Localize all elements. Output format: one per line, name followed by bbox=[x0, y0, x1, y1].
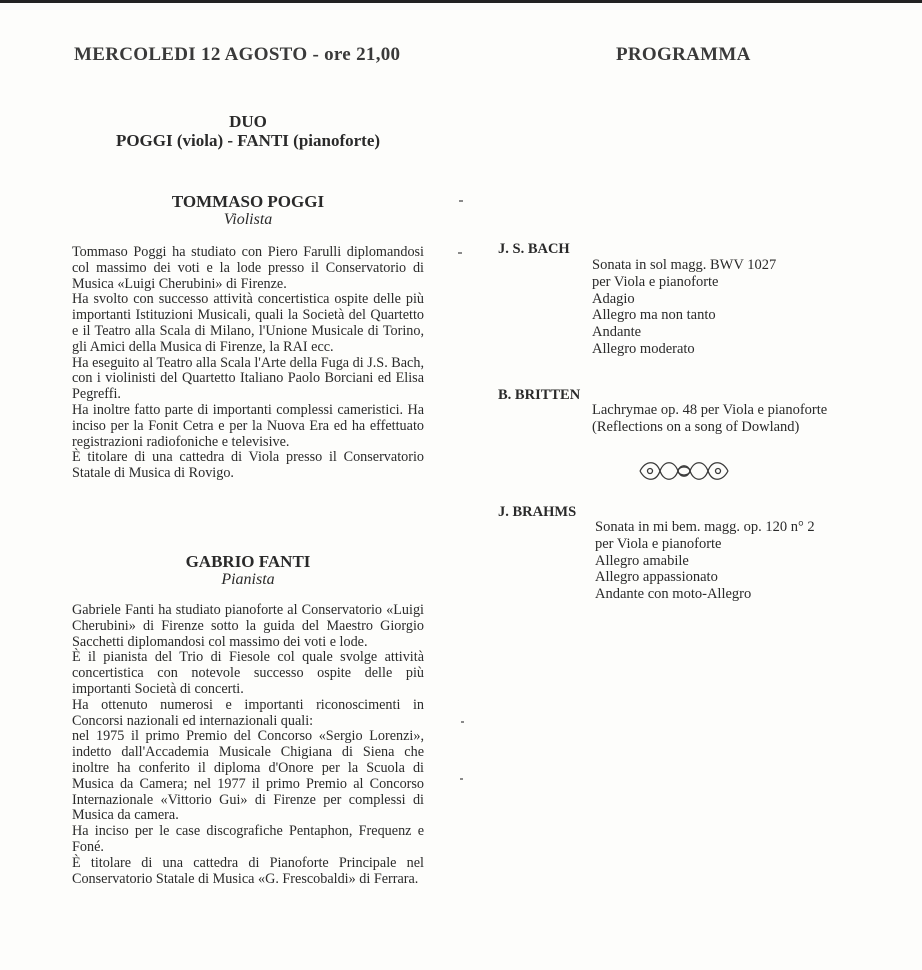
fold-speck bbox=[458, 252, 462, 254]
work-line: (Reflections on a song of Dowland) bbox=[592, 418, 800, 435]
bio-paragraph: nel 1975 il primo Premio del Concorso «Sergio Lorenzi», indetto dall'Accademia Musicale Chigiana di Siena che inoltre ha conferito il diploma d'Onore per la Scuola di Musica da Camera; nel 1977 il primo Premio al Concorso Internazionale «Vittorio Gui» di Firenze per complessi di Musica da camera. bbox=[72, 728, 424, 824]
work-line: per Viola e pianoforte bbox=[592, 273, 719, 290]
work-line: Andante bbox=[592, 324, 642, 341]
composer-bach: J. S. BACH bbox=[498, 241, 570, 257]
work-line: Allegro ma non tanto bbox=[592, 307, 716, 324]
bio-paragraph: Ha inciso per le case discografiche Pentaphon, Frequenz e Foné. bbox=[72, 823, 424, 855]
fold-speck bbox=[461, 721, 464, 723]
performer2-name: GABRIO FANTI bbox=[185, 552, 311, 571]
work-line: Allegro moderato bbox=[592, 340, 695, 357]
bach-works bbox=[592, 257, 776, 358]
fold-speck bbox=[460, 778, 463, 780]
composer-brahms: J. BRAHMS bbox=[498, 504, 577, 520]
bio-paragraph: Ha ottenuto numerosi e importanti riconoscimenti in Concorsi nazionali ed internazionali quali: bbox=[72, 696, 424, 729]
date-heading: MERCOLEDI 12 AGOSTO - ore 21,00 bbox=[74, 44, 401, 65]
duo-subtitle: POGGI (viola) - FANTI (pianoforte) bbox=[115, 131, 381, 150]
work-line: Lachrymae op. 48 per Viola e pianoforte bbox=[592, 402, 828, 418]
bio-paragraph: Ha eseguito al Teatro alla Scala l'Arte della Fuga di J.S. Bach, con i violinisti del Quartetto Italiano Paolo Borciani ed Elisa Pegreffi. bbox=[72, 354, 424, 403]
work-line: per Viola e pianoforte bbox=[595, 535, 722, 552]
britten-works bbox=[592, 402, 827, 436]
bio-paragraph: È titolare di una cattedra di Pianoforte Principale nel Conservatorio Statale di Musica «G. Frescobaldi» di Ferrara. bbox=[72, 854, 424, 887]
performer2-heading bbox=[72, 552, 424, 589]
performer1-bio bbox=[72, 245, 424, 482]
bio-paragraph: Gabriele Fanti ha studiato pianoforte al Conservatorio «Luigi Cherubini» di Firenze sotto la guida del Maestro Giorgio Sacchetti diplomandosi col massimo dei voti e lode. bbox=[72, 602, 424, 650]
duo-title: DUO bbox=[229, 112, 267, 131]
bio-paragraph: È titolare di una cattedra di Viola presso il Conservatorio Statale di Musica di Rovigo. bbox=[72, 449, 424, 482]
performer1-heading bbox=[72, 192, 424, 229]
work-line: Sonata in mi bem. magg. op. 120 n° 2 bbox=[595, 519, 815, 535]
work-line: Adagio bbox=[592, 290, 635, 307]
brahms-works bbox=[595, 519, 815, 603]
performer1-role: Violista bbox=[223, 211, 273, 228]
page-top-rule bbox=[0, 0, 922, 3]
work-line: Sonata in sol magg. BWV 1027 bbox=[592, 257, 777, 273]
work-line: Allegro amabile bbox=[595, 552, 689, 569]
programme-heading: PROGRAMMA bbox=[616, 44, 751, 65]
bio-paragraph: È il pianista del Trio di Fiesole col quale svolge attività concertistica con notevole successo ospite delle più importanti Società di concerti. bbox=[72, 649, 424, 697]
work-line: Andante con moto-Allegro bbox=[595, 586, 752, 603]
performer2-role: Pianista bbox=[221, 571, 275, 588]
bio-paragraph: Tommaso Poggi ha studiato con Piero Farulli diplomandosi col massimo dei voti e la lode presso il Conservatorio di Musica «Luigi Cherubini» di Firenze. bbox=[72, 244, 424, 292]
flourish-ornament-icon bbox=[636, 458, 732, 484]
performer2-bio bbox=[72, 603, 424, 887]
bio-paragraph: Ha inoltre fatto parte di importanti complessi cameristici. Ha inciso per la Fonit Cetra e per la Nuova Era ed ha effettuato registrazioni radiofoniche e televisive. bbox=[72, 401, 424, 450]
bio-paragraph: Ha svolto con successo attività concertistica ospite delle più importanti Istituzioni Musicali, quali la Società del Quartetto e il Teatro alla Scala di Milano, l'Unione Musicale di Torino, gli Amici della Musica di Firenze, la RAI ecc. bbox=[72, 291, 424, 355]
performer1-name: TOMMASO POGGI bbox=[171, 192, 325, 211]
composer-britten: B. BRITTEN bbox=[498, 387, 581, 403]
work-line: Allegro appassionato bbox=[595, 569, 718, 586]
fold-speck bbox=[459, 200, 463, 202]
duo-heading bbox=[72, 112, 424, 150]
